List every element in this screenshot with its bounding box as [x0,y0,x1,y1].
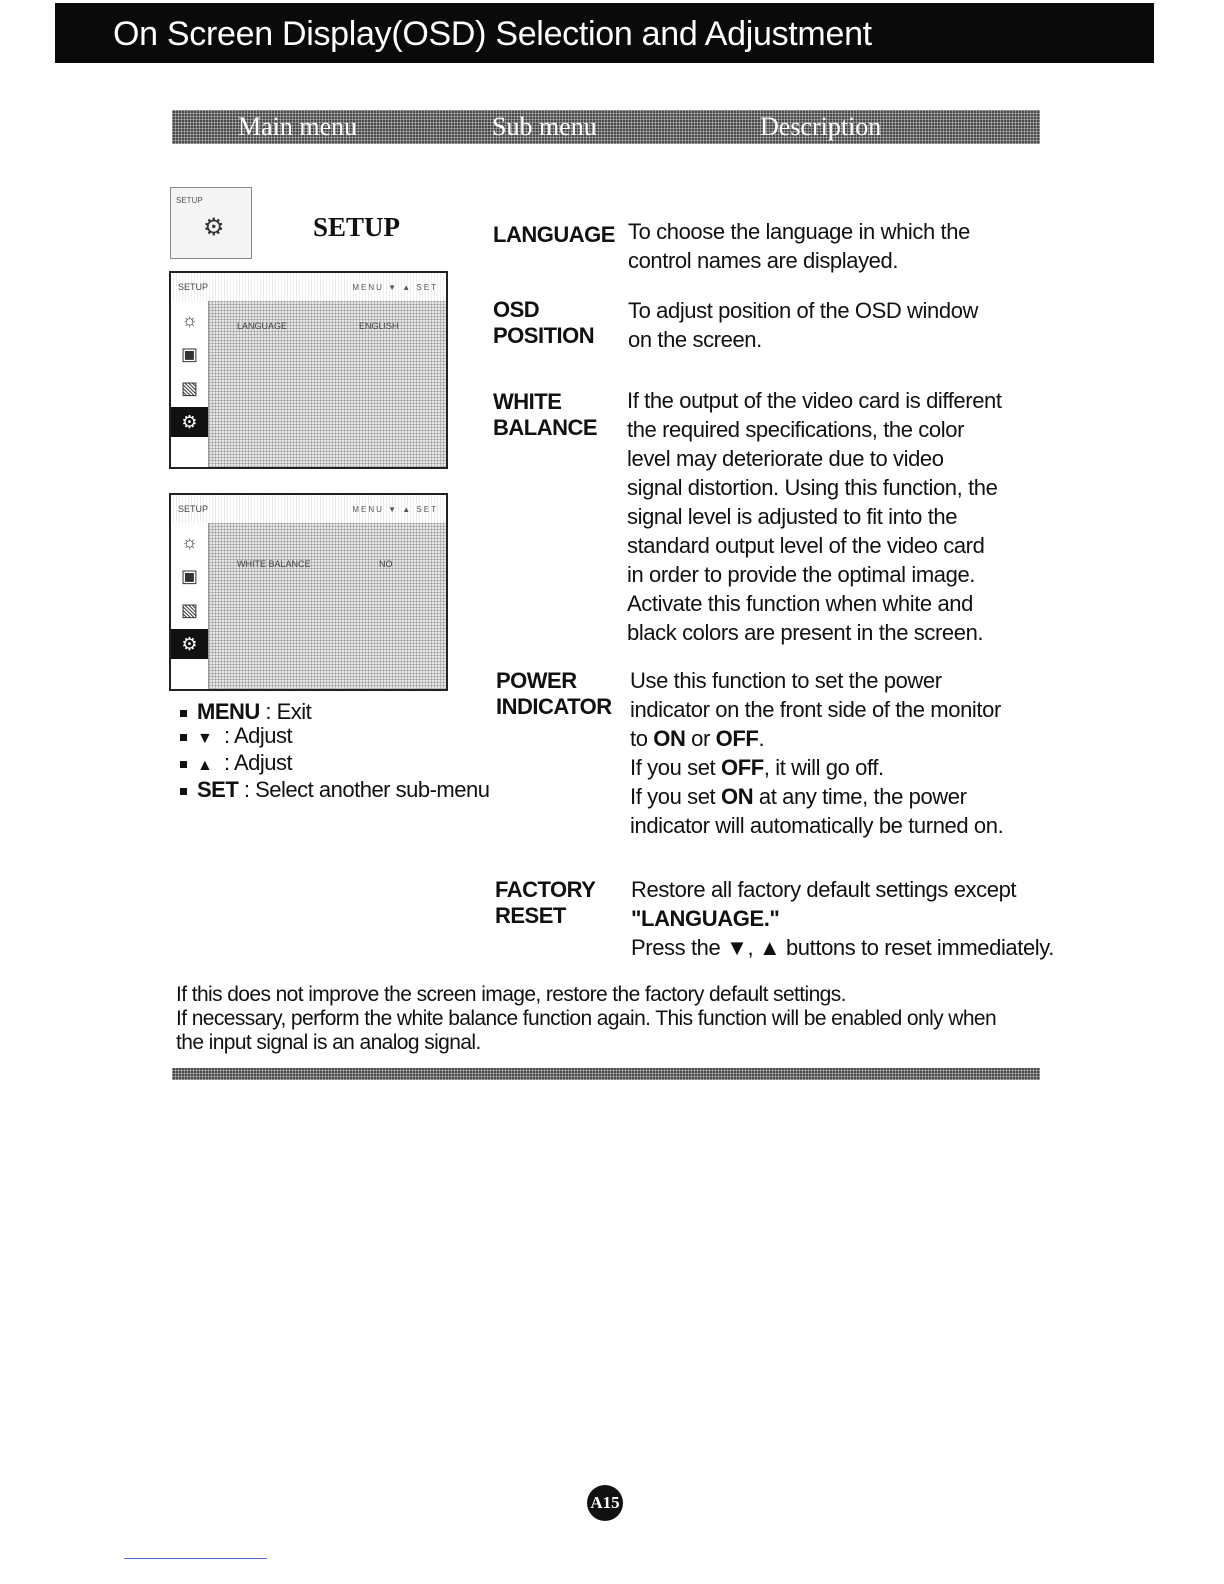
legend-row-menu [180,700,489,724]
desc-osd-position [628,296,978,354]
osd-controls: MENU ▼ ▲ SET [352,505,438,514]
setup-menu-icon [170,187,252,259]
page-number-badge: A15 [587,1485,623,1521]
display-icon: ▣ [180,566,198,586]
desc-line [630,782,1003,811]
desc-line: in order to provide the optimal image. [627,562,975,587]
submenu-label: INDICATOR [496,694,612,719]
osd-title: SETUP [178,282,209,292]
footer-divider [172,1068,1040,1080]
osd-panel [209,523,446,689]
desc-line: indicator on the front side of the monitor [630,697,1001,722]
main-menu-heading: SETUP [313,212,401,242]
desc-line: Activate this function when white and [627,591,973,616]
osd-title: SETUP [178,504,209,514]
legend-text: : Adjust [218,723,293,748]
desc-text: to [630,726,654,751]
color-icon: ▧ [180,600,198,620]
setup-gear-icon: ⚙ [171,407,208,437]
column-header-description: Description [760,112,882,141]
submenu-label: FACTORY [495,877,596,902]
down-arrow-icon: ▼ [197,730,213,747]
up-arrow-icon: ▲ [758,935,781,960]
desc-line: level may deteriorate due to video [627,446,944,471]
legend-row-down [180,724,489,751]
submenu-label: LANGUAGE [493,222,615,247]
desc-line [631,933,1054,962]
up-arrow-icon: ▲ [197,757,213,774]
legend-text: : Select another sub-menu [238,777,490,802]
desc-text: . [758,726,765,751]
desc-line: the required specifications, the color [627,417,964,442]
legend-row-set [180,778,489,802]
osd-item-label: LANGUAGE [237,321,288,331]
setup-icon-label: SETUP [176,196,203,205]
desc-factory-reset [631,875,1054,962]
desc-line [630,724,1003,753]
footnote-line: If necessary, perform the white balance function again. This function will be enabled only when [176,1007,997,1030]
desc-language [628,217,970,275]
submenu-label: OSD [493,297,540,322]
down-arrow-icon: ▼ [726,935,748,960]
off-keyword: OFF [715,726,759,751]
off-keyword: OFF [720,755,764,780]
desc-line: If the output of the video card is different [627,388,1002,413]
desc-line [631,904,1054,933]
desc-line: To choose the language in which the [628,219,970,244]
brightness-icon: ☼ [181,532,198,552]
desc-text: buttons to reset immediately. [785,935,1054,960]
on-keyword: ON [653,726,686,751]
osd-item-label: WHITE BALANCE [237,559,311,569]
column-header-sub-menu: Sub menu [492,112,597,141]
legend-text: : Exit [259,699,312,724]
desc-line: standard output level of the video card [627,533,985,558]
setup-gear-icon: ⚙ [171,629,208,659]
desc-text: at any time, the power [753,784,967,809]
desc-text: , [747,935,754,960]
osd-item-value: NO [379,559,393,569]
osd-top-bar [171,495,446,524]
display-icon: ▣ [180,344,198,364]
gear-icon: ⚙ [203,214,225,241]
footnote-line: If this does not improve the screen image, restore the factory default settings. [176,983,846,1006]
desc-line [630,753,1003,782]
footnote [176,983,1056,1055]
submenu-label: WHITE [493,389,562,414]
osd-window-white-balance [169,493,448,691]
submenu-label: POSITION [493,323,595,348]
color-icon: ▧ [180,378,198,398]
bottom-rule [124,1558,267,1559]
osd-menu-icons [171,523,209,689]
osd-controls: MENU ▼ ▲ SET [352,283,438,292]
page-title: On Screen Display(OSD) Selection and Adjustment [55,3,1154,63]
desc-power-indicator [630,666,1003,840]
column-header-main-menu: Main menu [238,112,358,141]
desc-text: If you set [630,755,721,780]
desc-line: indicator will automatically be turned on. [630,813,1004,838]
desc-line: control names are displayed. [628,248,899,273]
osd-menu-icons [171,301,209,467]
desc-line: signal level is adjusted to fit into the [627,504,958,529]
on-keyword: ON [720,784,754,809]
desc-line: Restore all factory default settings except [631,877,1017,902]
menu-key: MENU [197,699,260,724]
submenu-label: RESET [495,903,566,928]
submenu-factory-reset [495,877,595,929]
osd-item-value: ENGLISH [359,321,399,331]
button-legend [180,700,489,802]
desc-text: If you set [630,784,721,809]
submenu-osd-position [493,297,594,349]
desc-text: or [685,726,716,751]
brightness-icon: ☼ [181,310,198,330]
column-header-strip [172,110,1040,144]
legend-row-up [180,751,489,778]
language-keyword: "LANGUAGE." [631,906,780,931]
osd-panel [209,301,446,467]
set-key: SET [197,777,239,802]
legend-text: : Adjust [218,750,293,775]
footnote-line: the input signal is an analog signal. [176,1031,481,1054]
desc-line: black colors are present in the screen. [627,620,984,645]
osd-top-bar [171,273,446,302]
submenu-language [493,222,615,248]
desc-line: Use this function to set the power [630,668,942,693]
desc-line: on the screen. [628,327,762,352]
desc-white-balance [627,386,1002,647]
submenu-label: POWER [496,668,577,693]
desc-text: , it will go off. [763,755,884,780]
desc-line: signal distortion. Using this function, the [627,475,998,500]
desc-text: Press the [631,935,721,960]
submenu-white-balance [493,389,597,441]
submenu-power-indicator [496,668,612,720]
desc-line: To adjust position of the OSD window [628,298,979,323]
submenu-label: BALANCE [493,415,598,440]
osd-window-language [169,271,448,469]
